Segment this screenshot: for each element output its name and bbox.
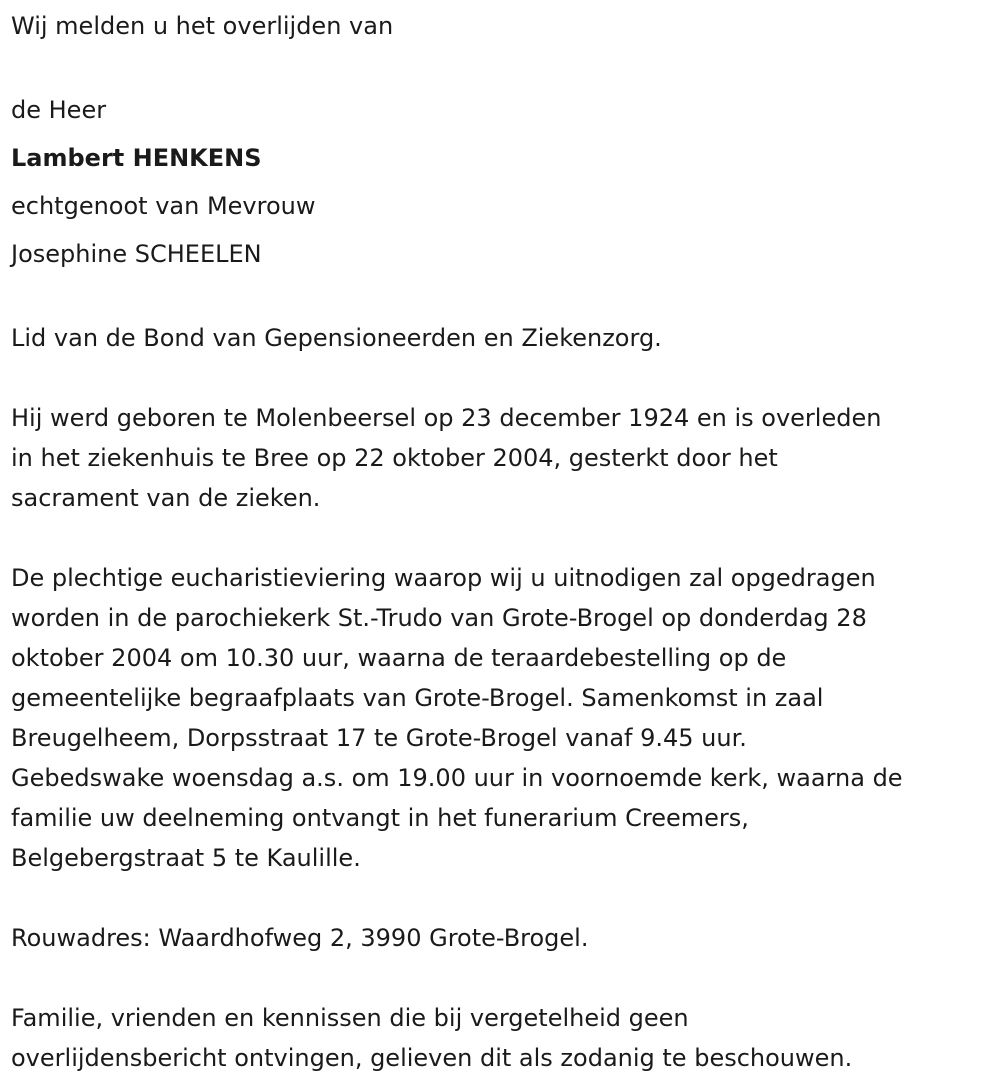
- paragraph-line: oktober 2004 om 10.30 uur, waarna de teraardebestelling op de: [11, 644, 787, 672]
- paragraph-line: De plechtige eucharistieviering waarop wij u uitnodigen zal opgedragen: [11, 564, 876, 592]
- paragraph-line: Familie, vrienden en kennissen die bij vergetelheid geen: [11, 1004, 689, 1032]
- paragraph-line: Hij werd geboren te Molenbeersel op 23 december 1924 en is overleden: [11, 404, 882, 432]
- spacer: [11, 878, 1000, 918]
- paragraph-line: in het ziekenhuis te Bree op 22 oktober 2004, gesterkt door het: [11, 444, 778, 472]
- spouse-label: echtgenoot van Mevrouw: [11, 192, 316, 220]
- spacer: [11, 958, 1000, 998]
- paragraph-line: Breugelheem, Dorpsstraat 17 te Grote-Brogel vanaf 9.45 uur.: [11, 724, 747, 752]
- spouse-name: Josephine SCHEELEN: [11, 240, 262, 268]
- salutation: de Heer: [11, 96, 107, 124]
- paragraph-line: gemeentelijke begraafplaats van Grote-Brogel. Samenkomst in zaal: [11, 684, 824, 712]
- paragraph-line: worden in de parochiekerk St.-Trudo van Grote-Brogel op donderdag 28: [11, 604, 867, 632]
- funeral-paragraph: [11, 558, 1000, 878]
- spacer: [11, 278, 1000, 318]
- paragraph-line: Belgebergstraat 5 te Kaulille.: [11, 844, 361, 872]
- mourning-address: Rouwadres: Waardhofweg 2, 3990 Grote-Brogel.: [11, 924, 589, 952]
- paragraph-line: sacrament van de zieken.: [11, 484, 321, 512]
- spacer: [11, 518, 1000, 558]
- membership-text: Lid van de Bond van Gepensioneerden en Ziekenzorg.: [11, 324, 662, 352]
- deceased-name: Lambert HENKENS: [11, 144, 262, 172]
- paragraph-line: Gebedswake woensdag a.s. om 19.00 uur in voornoemde kerk, waarna de: [11, 764, 903, 792]
- spacer: [11, 46, 1000, 86]
- closing-paragraph: [11, 998, 1000, 1078]
- intro-text: Wij melden u het overlijden van: [11, 12, 394, 40]
- paragraph-line: overlijdensbericht ontvingen, gelieven dit als zodanig te beschouwen.: [11, 1044, 853, 1072]
- spacer: [11, 358, 1000, 398]
- birth-death-paragraph: [11, 398, 1000, 518]
- paragraph-line: familie uw deelneming ontvangt in het funerarium Creemers,: [11, 804, 749, 832]
